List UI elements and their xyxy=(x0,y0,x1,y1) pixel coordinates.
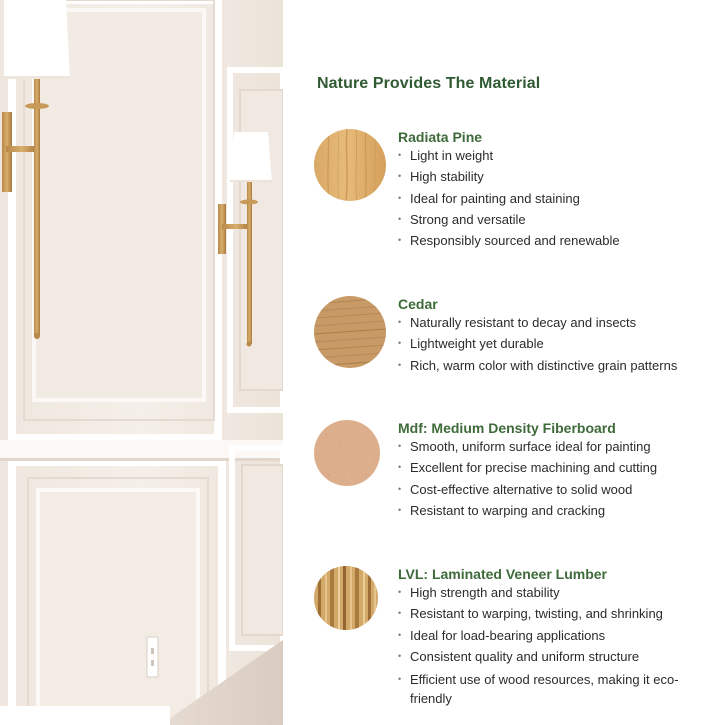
property-item: • Light in weight xyxy=(398,148,724,163)
material-name: Cedar xyxy=(398,296,438,312)
property-list xyxy=(398,148,724,254)
page-title: Nature Provides The Material xyxy=(317,75,541,92)
property-item: • Rich, warm color with distinctive grain patterns xyxy=(398,358,724,373)
property-item: • Naturally resistant to decay and insects xyxy=(398,315,724,330)
property-item: • High stability xyxy=(398,169,724,184)
property-item: • Strong and versatile xyxy=(398,212,724,227)
property-item: • Resistant to warping, twisting, and shrinking xyxy=(398,606,724,621)
property-item: • Responsibly sourced and renewable xyxy=(398,233,724,248)
property-item: • Ideal for load-bearing applications xyxy=(398,628,724,643)
property-item: • Consistent quality and uniform structure xyxy=(398,649,724,664)
property-item: • Smooth, uniform surface ideal for painting xyxy=(398,439,724,454)
property-item: • Resistant to warping and cracking xyxy=(398,503,724,518)
property-item: • Efficient use of wood resources, making it eco-friendly xyxy=(398,670,690,708)
property-list xyxy=(398,585,724,714)
material-name: LVL: Laminated Veneer Lumber xyxy=(398,566,608,582)
material-name: Radiata Pine xyxy=(398,129,483,145)
property-item: • Cost-effective alternative to solid wood xyxy=(398,482,724,497)
cedar-wood-swatch xyxy=(314,296,386,368)
material-name: Mdf: Medium Density Fiberboard xyxy=(398,420,616,436)
property-list xyxy=(398,439,724,524)
lvl-veneer-swatch xyxy=(314,566,378,630)
property-item: • High strength and stability xyxy=(398,585,724,600)
property-item: • Lightweight yet durable xyxy=(398,336,724,351)
property-list xyxy=(398,315,724,379)
wall-paneling-illustration xyxy=(0,0,283,725)
radiata-pine-wood-swatch xyxy=(314,129,386,201)
wall-paneling-photo xyxy=(0,0,283,725)
property-item: • Excellent for precise machining and cutting xyxy=(398,460,724,475)
mdf-fiberboard-swatch xyxy=(314,420,380,486)
property-item: • Ideal for painting and staining xyxy=(398,191,724,206)
